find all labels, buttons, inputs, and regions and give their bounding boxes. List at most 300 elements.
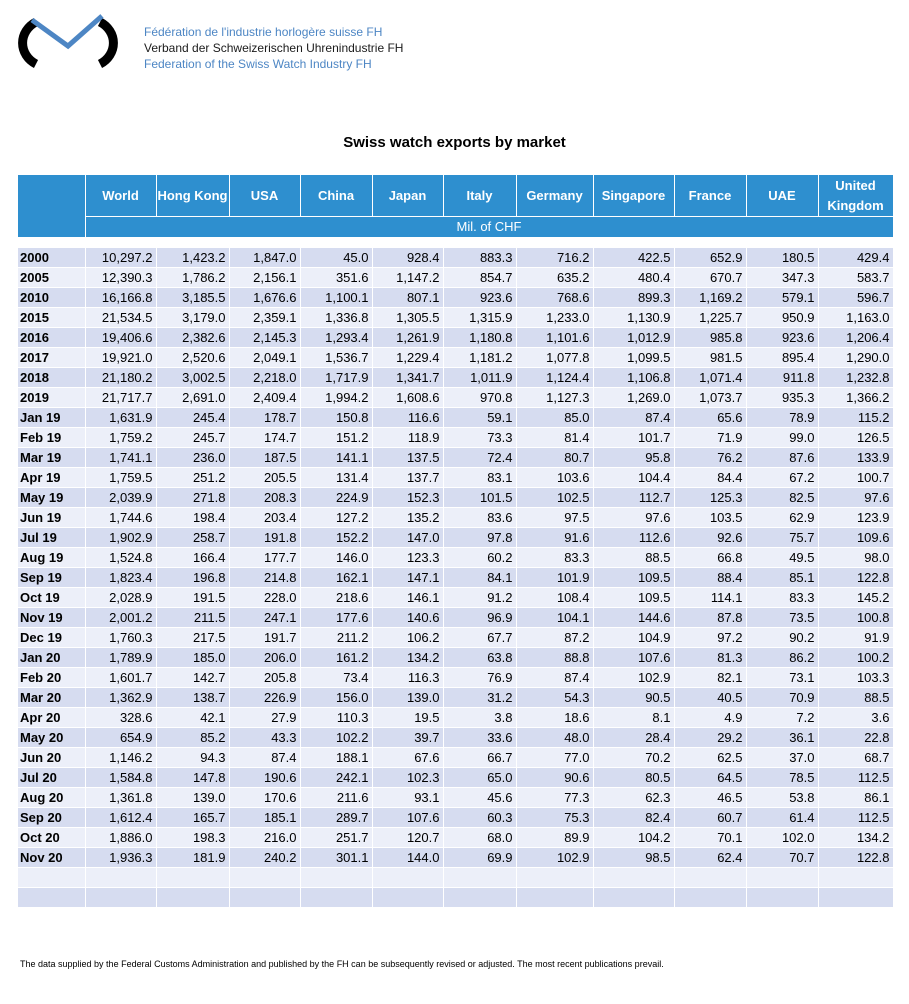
table-cell: 1,361.8	[85, 787, 156, 807]
table-cell: 596.7	[818, 287, 893, 307]
empty-cell	[443, 867, 516, 887]
table-cell: 137.7	[372, 467, 443, 487]
column-header-usa: USA	[229, 175, 300, 217]
table-cell: 60.7	[674, 807, 746, 827]
table-cell: 73.5	[746, 607, 818, 627]
empty-cell	[156, 887, 229, 907]
empty-cell	[516, 867, 593, 887]
table-cell: 37.0	[746, 747, 818, 767]
table-cell: 1,315.9	[443, 307, 516, 327]
row-label: Oct 19	[18, 587, 85, 607]
table-cell: 1,524.8	[85, 547, 156, 567]
table-cell: 1,362.9	[85, 687, 156, 707]
table-cell: 1,717.9	[300, 367, 372, 387]
table-cell: 65.0	[443, 767, 516, 787]
table-cell: 39.7	[372, 727, 443, 747]
table-cell: 144.6	[593, 607, 674, 627]
table-cell: 480.4	[593, 267, 674, 287]
empty-cell	[674, 867, 746, 887]
table-cell: 1,146.2	[85, 747, 156, 767]
table-cell: 116.6	[372, 407, 443, 427]
table-cell: 115.2	[818, 407, 893, 427]
table-cell: 86.1	[818, 787, 893, 807]
table-cell: 196.8	[156, 567, 229, 587]
table-cell: 71.9	[674, 427, 746, 447]
table-cell: 134.2	[818, 827, 893, 847]
table-cell: 97.6	[593, 507, 674, 527]
table-cell: 1,584.8	[85, 767, 156, 787]
table-cell: 70.7	[746, 847, 818, 867]
table-cell: 1,612.4	[85, 807, 156, 827]
table-cell: 102.9	[516, 847, 593, 867]
table-cell: 100.7	[818, 467, 893, 487]
column-header-france: France	[674, 175, 746, 217]
table-cell: 899.3	[593, 287, 674, 307]
column-header-united-kingdom: United Kingdom	[818, 175, 893, 217]
table-cell: 102.9	[593, 667, 674, 687]
table-cell: 185.0	[156, 647, 229, 667]
table-cell: 1,099.5	[593, 347, 674, 367]
table-cell: 70.1	[674, 827, 746, 847]
table-cell: 31.2	[443, 687, 516, 707]
table-cell: 289.7	[300, 807, 372, 827]
table-cell: 211.6	[300, 787, 372, 807]
table-cell: 145.2	[818, 587, 893, 607]
table-cell: 118.9	[372, 427, 443, 447]
table-cell: 191.7	[229, 627, 300, 647]
row-label: 2018	[18, 367, 85, 387]
table-cell: 60.2	[443, 547, 516, 567]
table-row	[18, 367, 893, 387]
row-label: 2010	[18, 287, 85, 307]
table-cell: 716.2	[516, 248, 593, 268]
row-label: Apr 19	[18, 467, 85, 487]
org-name-en: Federation of the Swiss Watch Industry FH	[144, 57, 372, 71]
table-cell: 3,185.5	[156, 287, 229, 307]
unit-label: Mil. of CHF	[85, 217, 893, 238]
table-cell: 245.4	[156, 407, 229, 427]
table-cell: 142.7	[156, 667, 229, 687]
table-cell: 103.5	[674, 507, 746, 527]
empty-cell	[443, 887, 516, 907]
table-cell: 109.6	[818, 527, 893, 547]
table-cell: 120.7	[372, 827, 443, 847]
table-row	[18, 627, 893, 647]
table-cell: 271.8	[156, 487, 229, 507]
table-cell: 1,789.9	[85, 647, 156, 667]
table-cell: 66.8	[674, 547, 746, 567]
table-cell: 351.6	[300, 267, 372, 287]
table-cell: 1,130.9	[593, 307, 674, 327]
table-cell: 187.5	[229, 447, 300, 467]
table-cell: 78.9	[746, 407, 818, 427]
table-cell: 198.4	[156, 507, 229, 527]
table-cell: 156.0	[300, 687, 372, 707]
table-cell: 251.2	[156, 467, 229, 487]
column-header-hong-kong: Hong Kong	[156, 175, 229, 217]
table-cell: 147.8	[156, 767, 229, 787]
table-cell: 178.7	[229, 407, 300, 427]
table-cell: 133.9	[818, 447, 893, 467]
table-cell: 1,012.9	[593, 327, 674, 347]
table-cell: 76.9	[443, 667, 516, 687]
table-cell: 116.3	[372, 667, 443, 687]
table-cell: 100.2	[818, 647, 893, 667]
table-cell: 242.1	[300, 767, 372, 787]
table-cell: 139.0	[156, 787, 229, 807]
table-cell: 2,145.3	[229, 327, 300, 347]
table-cell: 985.8	[674, 327, 746, 347]
empty-cell	[593, 887, 674, 907]
empty-cell	[818, 867, 893, 887]
table-cell: 101.5	[443, 487, 516, 507]
table-cell: 923.6	[746, 327, 818, 347]
table-row	[18, 707, 893, 727]
table-cell: 1,341.7	[372, 367, 443, 387]
table-cell: 104.1	[516, 607, 593, 627]
table-row	[18, 407, 893, 427]
empty-cell	[593, 867, 674, 887]
table-cell: 1,229.4	[372, 347, 443, 367]
table-cell: 3,002.5	[156, 367, 229, 387]
table-cell: 77.0	[516, 747, 593, 767]
row-label: 2017	[18, 347, 85, 367]
table-cell: 29.2	[674, 727, 746, 747]
table-cell: 88.5	[593, 547, 674, 567]
table-cell: 101.9	[516, 567, 593, 587]
table-cell: 73.4	[300, 667, 372, 687]
empty-cell	[300, 887, 372, 907]
table-cell: 97.2	[674, 627, 746, 647]
empty-cell	[746, 867, 818, 887]
table-cell: 92.6	[674, 527, 746, 547]
table-row	[18, 307, 893, 327]
table-cell: 91.9	[818, 627, 893, 647]
table-cell: 134.2	[372, 647, 443, 667]
table-cell: 807.1	[372, 287, 443, 307]
table-cell: 131.4	[300, 467, 372, 487]
table-cell: 18.6	[516, 707, 593, 727]
table-cell: 579.1	[746, 287, 818, 307]
table-cell: 102.0	[746, 827, 818, 847]
table-cell: 112.5	[818, 807, 893, 827]
table-cell: 97.5	[516, 507, 593, 527]
table-cell: 422.5	[593, 248, 674, 268]
row-label: Sep 19	[18, 567, 85, 587]
table-cell: 69.9	[443, 847, 516, 867]
empty-cell	[372, 867, 443, 887]
table-cell: 1,169.2	[674, 287, 746, 307]
table-cell: 84.1	[443, 567, 516, 587]
table-cell: 102.2	[300, 727, 372, 747]
table-cell: 40.5	[674, 687, 746, 707]
table-cell: 191.8	[229, 527, 300, 547]
table-cell: 152.2	[300, 527, 372, 547]
row-label: Jul 19	[18, 527, 85, 547]
table-cell: 90.2	[746, 627, 818, 647]
table-cell: 114.1	[674, 587, 746, 607]
row-label: Jan 20	[18, 647, 85, 667]
table-row	[18, 807, 893, 827]
table-cell: 1,293.4	[300, 327, 372, 347]
table-cell: 97.8	[443, 527, 516, 547]
table-cell: 100.8	[818, 607, 893, 627]
column-header-uae: UAE	[746, 175, 818, 217]
table-cell: 102.5	[516, 487, 593, 507]
table-cell: 21,534.5	[85, 307, 156, 327]
table-cell: 110.3	[300, 707, 372, 727]
table-cell: 1,601.7	[85, 667, 156, 687]
table-cell: 125.3	[674, 487, 746, 507]
table-cell: 43.3	[229, 727, 300, 747]
table-cell: 2,001.2	[85, 607, 156, 627]
table-row	[18, 267, 893, 287]
table-cell: 652.9	[674, 248, 746, 268]
table-cell: 3.8	[443, 707, 516, 727]
table-cell: 87.4	[229, 747, 300, 767]
table-cell: 21,717.7	[85, 387, 156, 407]
table-cell: 62.3	[593, 787, 674, 807]
table-cell: 883.3	[443, 248, 516, 268]
table-cell: 91.2	[443, 587, 516, 607]
table-cell: 85.0	[516, 407, 593, 427]
table-cell: 88.4	[674, 567, 746, 587]
table-cell: 89.9	[516, 827, 593, 847]
table-cell: 8.1	[593, 707, 674, 727]
table-cell: 78.5	[746, 767, 818, 787]
table-cell: 2,039.9	[85, 487, 156, 507]
table-cell: 347.3	[746, 267, 818, 287]
table-cell: 101.7	[593, 427, 674, 447]
column-header-singapore: Singapore	[593, 175, 674, 217]
table-cell: 123.9	[818, 507, 893, 527]
table-cell: 141.1	[300, 447, 372, 467]
table-cell: 146.1	[372, 587, 443, 607]
table-cell: 247.1	[229, 607, 300, 627]
table-cell: 258.7	[156, 527, 229, 547]
table-cell: 112.6	[593, 527, 674, 547]
table-cell: 10,297.2	[85, 248, 156, 268]
table-cell: 1,147.2	[372, 267, 443, 287]
page-title: Swiss watch exports by market	[343, 134, 566, 151]
table-cell: 83.3	[516, 547, 593, 567]
table-row	[18, 447, 893, 467]
table-cell: 1,206.4	[818, 327, 893, 347]
row-label: Feb 20	[18, 667, 85, 687]
row-label: Apr 20	[18, 707, 85, 727]
row-label: 2019	[18, 387, 85, 407]
empty-cell	[85, 887, 156, 907]
table-cell: 72.4	[443, 447, 516, 467]
table-row	[18, 767, 893, 787]
row-label: Aug 19	[18, 547, 85, 567]
table-cell: 170.6	[229, 787, 300, 807]
table-cell: 95.8	[593, 447, 674, 467]
table-cell: 76.2	[674, 447, 746, 467]
table-cell: 81.4	[516, 427, 593, 447]
table-cell: 151.2	[300, 427, 372, 447]
table-cell: 1,744.6	[85, 507, 156, 527]
table-cell: 1,181.2	[443, 347, 516, 367]
column-header-china: China	[300, 175, 372, 217]
table-cell: 19,921.0	[85, 347, 156, 367]
table-cell: 854.7	[443, 267, 516, 287]
table-cell: 1,180.8	[443, 327, 516, 347]
table-cell: 166.4	[156, 547, 229, 567]
table-cell: 70.2	[593, 747, 674, 767]
table-cell: 139.0	[372, 687, 443, 707]
table-cell: 1,936.3	[85, 847, 156, 867]
table-cell: 22.8	[818, 727, 893, 747]
table-cell: 245.7	[156, 427, 229, 447]
table-cell: 102.3	[372, 767, 443, 787]
table-cell: 147.1	[372, 567, 443, 587]
table-cell: 928.4	[372, 248, 443, 268]
table-cell: 1,847.0	[229, 248, 300, 268]
table-cell: 62.4	[674, 847, 746, 867]
table-cell: 91.6	[516, 527, 593, 547]
table-cell: 1,902.9	[85, 527, 156, 547]
table-cell: 1,994.2	[300, 387, 372, 407]
table-cell: 2,049.1	[229, 347, 300, 367]
row-label: May 20	[18, 727, 85, 747]
table-cell: 87.4	[516, 667, 593, 687]
table-cell: 895.4	[746, 347, 818, 367]
org-name-de: Verband der Schweizerischen Uhrenindustrie FH	[144, 41, 404, 55]
table-row	[18, 327, 893, 347]
table-row	[18, 847, 893, 867]
table-cell: 67.7	[443, 627, 516, 647]
table-cell: 12,390.3	[85, 267, 156, 287]
row-label: Mar 20	[18, 687, 85, 707]
table-cell: 1,305.5	[372, 307, 443, 327]
table-cell: 181.9	[156, 847, 229, 867]
table-cell: 86.2	[746, 647, 818, 667]
table-cell: 206.0	[229, 647, 300, 667]
table-cell: 126.5	[818, 427, 893, 447]
row-label: Sep 20	[18, 807, 85, 827]
table-cell: 180.5	[746, 248, 818, 268]
table-cell: 3,179.0	[156, 307, 229, 327]
table-cell: 42.1	[156, 707, 229, 727]
empty-cell	[85, 867, 156, 887]
table-cell: 328.6	[85, 707, 156, 727]
table-cell: 82.4	[593, 807, 674, 827]
table-cell: 123.3	[372, 547, 443, 567]
table-cell: 1,366.2	[818, 387, 893, 407]
table-cell: 981.5	[674, 347, 746, 367]
table-cell: 75.3	[516, 807, 593, 827]
table-cell: 62.5	[674, 747, 746, 767]
table-cell: 88.5	[818, 687, 893, 707]
table-cell: 67.2	[746, 467, 818, 487]
table-cell: 1,232.8	[818, 367, 893, 387]
table-cell: 198.3	[156, 827, 229, 847]
row-label: Jul 20	[18, 767, 85, 787]
table-cell: 2,156.1	[229, 267, 300, 287]
table-cell: 54.3	[516, 687, 593, 707]
table-cell: 161.2	[300, 647, 372, 667]
table-cell: 109.5	[593, 567, 674, 587]
table-cell: 70.9	[746, 687, 818, 707]
table-row	[18, 507, 893, 527]
table-cell: 19,406.6	[85, 327, 156, 347]
table-cell: 94.3	[156, 747, 229, 767]
table-cell: 27.9	[229, 707, 300, 727]
table-corner-cell	[18, 175, 85, 237]
table-cell: 21,180.2	[85, 367, 156, 387]
table-cell: 68.7	[818, 747, 893, 767]
table-cell: 65.6	[674, 407, 746, 427]
table-cell: 1,741.1	[85, 447, 156, 467]
table-row	[18, 827, 893, 847]
table-cell: 935.3	[746, 387, 818, 407]
table-row	[18, 607, 893, 627]
table-cell: 104.4	[593, 467, 674, 487]
table-cell: 205.8	[229, 667, 300, 687]
table-cell: 1,759.2	[85, 427, 156, 447]
table-cell: 73.3	[443, 427, 516, 447]
table-cell: 218.6	[300, 587, 372, 607]
row-label: Mar 19	[18, 447, 85, 467]
table-cell: 1,011.9	[443, 367, 516, 387]
table-cell: 146.0	[300, 547, 372, 567]
table-cell: 1,423.2	[156, 248, 229, 268]
table-cell: 62.9	[746, 507, 818, 527]
table-cell: 80.7	[516, 447, 593, 467]
row-label: Jun 20	[18, 747, 85, 767]
table-cell: 1,760.3	[85, 627, 156, 647]
table-cell: 137.5	[372, 447, 443, 467]
table-cell: 1,127.3	[516, 387, 593, 407]
column-header-germany: Germany	[516, 175, 593, 217]
table-cell: 45.0	[300, 248, 372, 268]
table-cell: 635.2	[516, 267, 593, 287]
table-cell: 49.5	[746, 547, 818, 567]
table-cell: 144.0	[372, 847, 443, 867]
table-row	[18, 547, 893, 567]
table-cell: 33.6	[443, 727, 516, 747]
table-cell: 1,608.6	[372, 387, 443, 407]
row-label: Dec 19	[18, 627, 85, 647]
table-cell: 112.5	[818, 767, 893, 787]
row-label: Nov 20	[18, 847, 85, 867]
table-cell: 135.2	[372, 507, 443, 527]
table-cell: 60.3	[443, 807, 516, 827]
table-cell: 73.1	[746, 667, 818, 687]
row-label: 2000	[18, 248, 85, 268]
table-cell: 211.5	[156, 607, 229, 627]
table-cell: 7.2	[746, 707, 818, 727]
row-label: Nov 19	[18, 607, 85, 627]
table-cell: 61.4	[746, 807, 818, 827]
table-cell: 87.6	[746, 447, 818, 467]
table-cell: 96.9	[443, 607, 516, 627]
organization-name	[144, 24, 403, 72]
table-cell: 1,071.4	[674, 367, 746, 387]
table-cell: 217.5	[156, 627, 229, 647]
org-name-fr: Fédération de l'industrie horlogère suisse FH	[144, 25, 383, 39]
table-cell: 177.6	[300, 607, 372, 627]
table-cell: 1,225.7	[674, 307, 746, 327]
row-label: Jun 19	[18, 507, 85, 527]
table-cell: 211.2	[300, 627, 372, 647]
table-cell: 85.2	[156, 727, 229, 747]
table-cell: 177.7	[229, 547, 300, 567]
row-label: Feb 19	[18, 427, 85, 447]
row-label: Aug 20	[18, 787, 85, 807]
table-cell: 98.0	[818, 547, 893, 567]
